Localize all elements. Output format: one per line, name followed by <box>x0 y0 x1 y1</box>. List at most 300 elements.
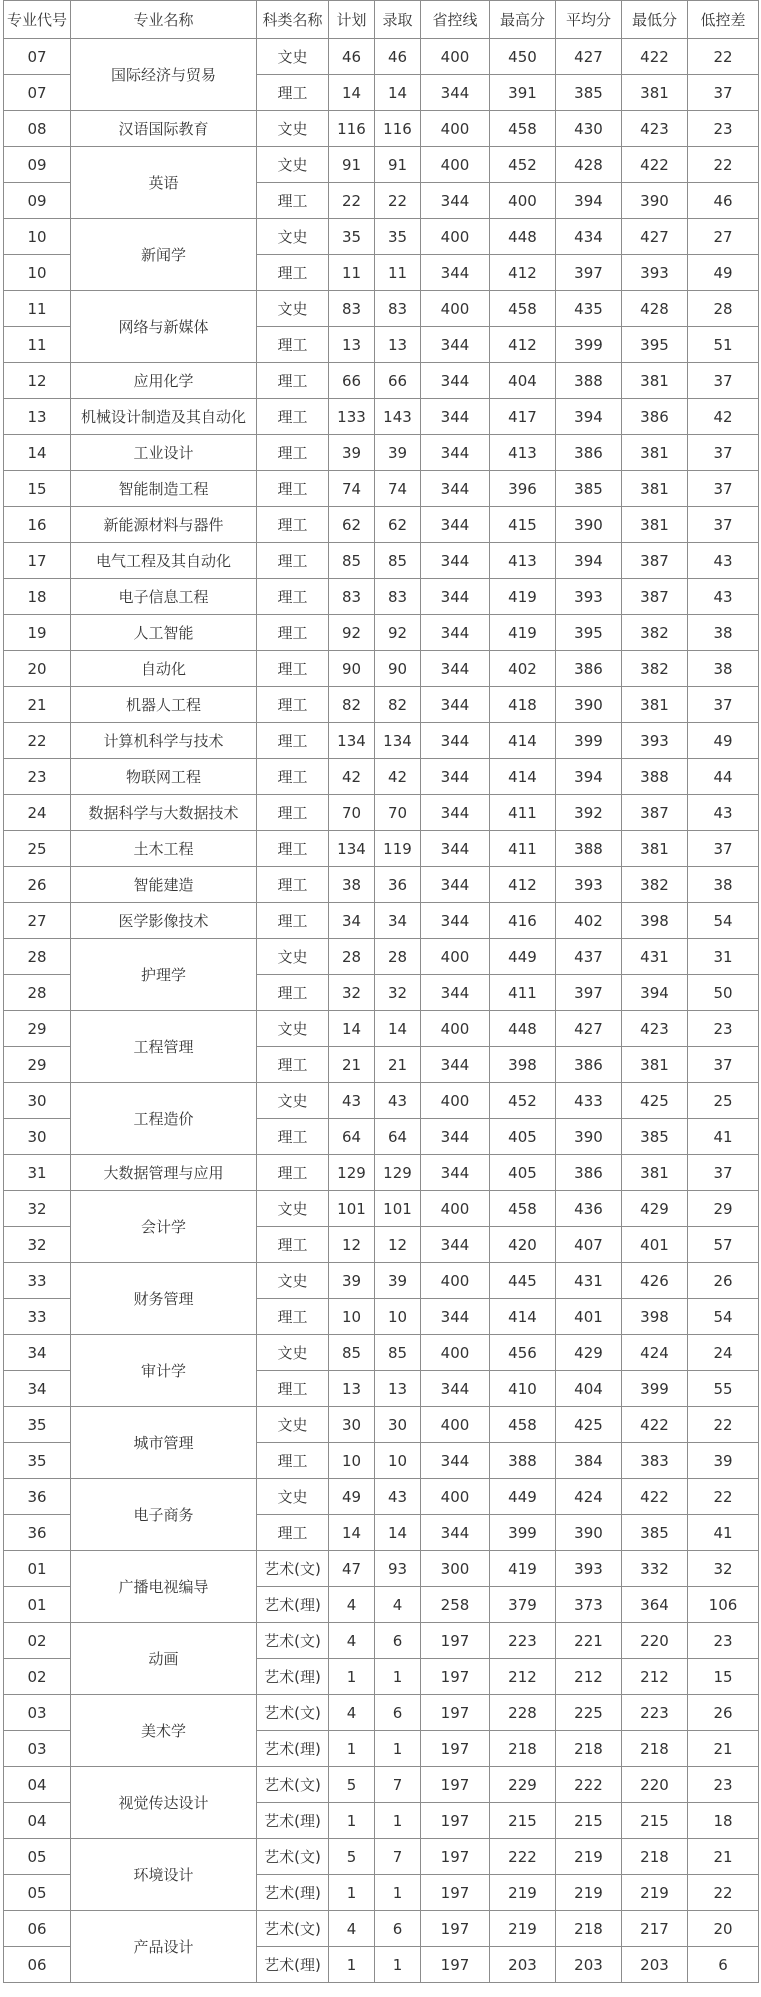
min-score: 223 <box>622 1695 688 1731</box>
table-row <box>4 867 759 903</box>
control-line: 344 <box>421 507 490 543</box>
diff-score: 29 <box>688 1191 759 1227</box>
plan-count: 74 <box>329 471 375 507</box>
plan-count: 4 <box>329 1695 375 1731</box>
major-name: 产品设计 <box>71 1911 257 1983</box>
header-control-line: 省控线 <box>421 1 490 39</box>
major-code: 05 <box>4 1839 71 1875</box>
avg-score: 393 <box>556 579 622 615</box>
admitted-count: 1 <box>375 1731 421 1767</box>
major-name: 物联网工程 <box>71 759 257 795</box>
avg-score: 386 <box>556 1155 622 1191</box>
table-row <box>4 1011 759 1047</box>
max-score: 417 <box>490 399 556 435</box>
avg-score: 373 <box>556 1587 622 1623</box>
control-line: 344 <box>421 1047 490 1083</box>
table-row <box>4 435 759 471</box>
diff-score: 20 <box>688 1911 759 1947</box>
max-score: 399 <box>490 1515 556 1551</box>
header-max-score: 最高分 <box>490 1 556 39</box>
admitted-count: 39 <box>375 1263 421 1299</box>
avg-score: 435 <box>556 291 622 327</box>
control-line: 344 <box>421 903 490 939</box>
major-name: 工程造价 <box>71 1083 257 1155</box>
category: 理工 <box>257 543 329 579</box>
major-code: 32 <box>4 1227 71 1263</box>
min-score: 394 <box>622 975 688 1011</box>
diff-score: 38 <box>688 615 759 651</box>
table-row <box>4 39 759 75</box>
control-line: 197 <box>421 1623 490 1659</box>
diff-score: 26 <box>688 1263 759 1299</box>
admitted-count: 35 <box>375 219 421 255</box>
min-score: 423 <box>622 111 688 147</box>
diff-score: 22 <box>688 39 759 75</box>
avg-score: 219 <box>556 1875 622 1911</box>
diff-score: 25 <box>688 1083 759 1119</box>
major-code: 16 <box>4 507 71 543</box>
control-line: 344 <box>421 831 490 867</box>
major-code: 21 <box>4 687 71 723</box>
admitted-count: 10 <box>375 1299 421 1335</box>
control-line: 400 <box>421 939 490 975</box>
diff-score: 24 <box>688 1335 759 1371</box>
plan-count: 62 <box>329 507 375 543</box>
diff-score: 43 <box>688 795 759 831</box>
min-score: 387 <box>622 543 688 579</box>
max-score: 219 <box>490 1875 556 1911</box>
diff-score: 41 <box>688 1515 759 1551</box>
category: 文史 <box>257 1011 329 1047</box>
control-line: 400 <box>421 1407 490 1443</box>
control-line: 400 <box>421 1083 490 1119</box>
major-code: 27 <box>4 903 71 939</box>
category: 文史 <box>257 1407 329 1443</box>
category: 艺术(理) <box>257 1875 329 1911</box>
category: 理工 <box>257 903 329 939</box>
diff-score: 44 <box>688 759 759 795</box>
min-score: 381 <box>622 363 688 399</box>
diff-score: 21 <box>688 1839 759 1875</box>
max-score: 419 <box>490 1551 556 1587</box>
diff-score: 18 <box>688 1803 759 1839</box>
control-line: 344 <box>421 723 490 759</box>
diff-score: 32 <box>688 1551 759 1587</box>
plan-count: 133 <box>329 399 375 435</box>
major-name: 美术学 <box>71 1695 257 1767</box>
diff-score: 51 <box>688 327 759 363</box>
avg-score: 399 <box>556 723 622 759</box>
min-score: 422 <box>622 1407 688 1443</box>
admitted-count: 22 <box>375 183 421 219</box>
category: 艺术(理) <box>257 1947 329 1983</box>
avg-score: 221 <box>556 1623 622 1659</box>
max-score: 456 <box>490 1335 556 1371</box>
min-score: 422 <box>622 39 688 75</box>
min-score: 381 <box>622 471 688 507</box>
major-code: 24 <box>4 795 71 831</box>
header-major-code: 专业代号 <box>4 1 71 39</box>
max-score: 414 <box>490 1299 556 1335</box>
diff-score: 23 <box>688 111 759 147</box>
category: 文史 <box>257 1191 329 1227</box>
category: 理工 <box>257 471 329 507</box>
major-code: 35 <box>4 1407 71 1443</box>
table-row <box>4 471 759 507</box>
major-code: 23 <box>4 759 71 795</box>
min-score: 431 <box>622 939 688 975</box>
major-code: 33 <box>4 1263 71 1299</box>
admitted-count: 21 <box>375 1047 421 1083</box>
admitted-count: 92 <box>375 615 421 651</box>
table-row <box>4 723 759 759</box>
avg-score: 385 <box>556 75 622 111</box>
table-row <box>4 651 759 687</box>
header-min-score: 最低分 <box>622 1 688 39</box>
control-line: 344 <box>421 1227 490 1263</box>
admitted-count: 7 <box>375 1767 421 1803</box>
admitted-count: 91 <box>375 147 421 183</box>
plan-count: 5 <box>329 1767 375 1803</box>
min-score: 427 <box>622 219 688 255</box>
table-row <box>4 1191 759 1227</box>
category: 理工 <box>257 795 329 831</box>
max-score: 450 <box>490 39 556 75</box>
avg-score: 436 <box>556 1191 622 1227</box>
diff-score: 37 <box>688 75 759 111</box>
category: 理工 <box>257 507 329 543</box>
control-line: 400 <box>421 1479 490 1515</box>
major-name: 城市管理 <box>71 1407 257 1479</box>
header-avg-score: 平均分 <box>556 1 622 39</box>
max-score: 414 <box>490 759 556 795</box>
max-score: 411 <box>490 975 556 1011</box>
diff-score: 54 <box>688 903 759 939</box>
table-row <box>4 759 759 795</box>
min-score: 387 <box>622 795 688 831</box>
plan-count: 83 <box>329 291 375 327</box>
major-code: 02 <box>4 1659 71 1695</box>
major-name: 汉语国际教育 <box>71 111 257 147</box>
plan-count: 14 <box>329 75 375 111</box>
control-line: 344 <box>421 615 490 651</box>
admitted-count: 43 <box>375 1083 421 1119</box>
min-score: 218 <box>622 1731 688 1767</box>
table-row <box>4 1767 759 1803</box>
admitted-count: 83 <box>375 579 421 615</box>
admitted-count: 134 <box>375 723 421 759</box>
major-code: 35 <box>4 1443 71 1479</box>
major-name: 智能制造工程 <box>71 471 257 507</box>
diff-score: 22 <box>688 1875 759 1911</box>
plan-count: 66 <box>329 363 375 399</box>
max-score: 411 <box>490 795 556 831</box>
major-code: 03 <box>4 1731 71 1767</box>
category: 文史 <box>257 1479 329 1515</box>
major-code: 08 <box>4 111 71 147</box>
avg-score: 212 <box>556 1659 622 1695</box>
plan-count: 21 <box>329 1047 375 1083</box>
admitted-count: 1 <box>375 1875 421 1911</box>
max-score: 219 <box>490 1911 556 1947</box>
max-score: 410 <box>490 1371 556 1407</box>
table-row <box>4 795 759 831</box>
max-score: 458 <box>490 1191 556 1227</box>
category: 理工 <box>257 651 329 687</box>
major-code: 22 <box>4 723 71 759</box>
min-score: 381 <box>622 75 688 111</box>
table-row <box>4 1155 759 1191</box>
control-line: 258 <box>421 1587 490 1623</box>
control-line: 197 <box>421 1839 490 1875</box>
admitted-count: 43 <box>375 1479 421 1515</box>
diff-score: 23 <box>688 1011 759 1047</box>
major-name: 视觉传达设计 <box>71 1767 257 1839</box>
control-line: 344 <box>421 1371 490 1407</box>
avg-score: 386 <box>556 651 622 687</box>
table-row <box>4 1083 759 1119</box>
table-row <box>4 1839 759 1875</box>
major-name: 新闻学 <box>71 219 257 291</box>
diff-score: 37 <box>688 363 759 399</box>
header-diff: 低控差 <box>688 1 759 39</box>
diff-score: 23 <box>688 1623 759 1659</box>
category: 理工 <box>257 723 329 759</box>
major-code: 07 <box>4 75 71 111</box>
major-name: 环境设计 <box>71 1839 257 1911</box>
major-code: 30 <box>4 1083 71 1119</box>
control-line: 344 <box>421 363 490 399</box>
major-code: 11 <box>4 291 71 327</box>
major-code: 03 <box>4 1695 71 1731</box>
category: 艺术(理) <box>257 1587 329 1623</box>
max-score: 396 <box>490 471 556 507</box>
major-code: 18 <box>4 579 71 615</box>
min-score: 423 <box>622 1011 688 1047</box>
control-line: 400 <box>421 291 490 327</box>
control-line: 344 <box>421 975 490 1011</box>
category: 文史 <box>257 111 329 147</box>
diff-score: 57 <box>688 1227 759 1263</box>
category: 艺术(文) <box>257 1911 329 1947</box>
avg-score: 384 <box>556 1443 622 1479</box>
avg-score: 394 <box>556 543 622 579</box>
table-row <box>4 579 759 615</box>
major-code: 28 <box>4 939 71 975</box>
header-admitted: 录取 <box>375 1 421 39</box>
min-score: 382 <box>622 615 688 651</box>
category: 艺术(文) <box>257 1839 329 1875</box>
admitted-count: 7 <box>375 1839 421 1875</box>
category: 文史 <box>257 939 329 975</box>
major-name: 电子信息工程 <box>71 579 257 615</box>
plan-count: 5 <box>329 1839 375 1875</box>
admitted-count: 6 <box>375 1911 421 1947</box>
admitted-count: 11 <box>375 255 421 291</box>
min-score: 220 <box>622 1623 688 1659</box>
diff-score: 37 <box>688 435 759 471</box>
max-score: 412 <box>490 255 556 291</box>
diff-score: 42 <box>688 399 759 435</box>
min-score: 332 <box>622 1551 688 1587</box>
major-code: 01 <box>4 1551 71 1587</box>
table-row <box>4 939 759 975</box>
category: 文史 <box>257 219 329 255</box>
major-code: 11 <box>4 327 71 363</box>
category: 艺术(文) <box>257 1623 329 1659</box>
diff-score: 23 <box>688 1767 759 1803</box>
max-score: 413 <box>490 543 556 579</box>
min-score: 364 <box>622 1587 688 1623</box>
admitted-count: 6 <box>375 1695 421 1731</box>
major-name: 工业设计 <box>71 435 257 471</box>
diff-score: 55 <box>688 1371 759 1407</box>
admitted-count: 90 <box>375 651 421 687</box>
major-code: 15 <box>4 471 71 507</box>
plan-count: 101 <box>329 1191 375 1227</box>
plan-count: 85 <box>329 543 375 579</box>
plan-count: 129 <box>329 1155 375 1191</box>
min-score: 215 <box>622 1803 688 1839</box>
major-name: 国际经济与贸易 <box>71 39 257 111</box>
major-name: 电子商务 <box>71 1479 257 1551</box>
control-line: 344 <box>421 255 490 291</box>
avg-score: 385 <box>556 471 622 507</box>
max-score: 411 <box>490 831 556 867</box>
avg-score: 386 <box>556 435 622 471</box>
admitted-count: 32 <box>375 975 421 1011</box>
admitted-count: 1 <box>375 1659 421 1695</box>
plan-count: 47 <box>329 1551 375 1587</box>
max-score: 452 <box>490 147 556 183</box>
avg-score: 431 <box>556 1263 622 1299</box>
control-line: 400 <box>421 111 490 147</box>
max-score: 418 <box>490 687 556 723</box>
diff-score: 21 <box>688 1731 759 1767</box>
major-code: 29 <box>4 1011 71 1047</box>
avg-score: 394 <box>556 183 622 219</box>
plan-count: 34 <box>329 903 375 939</box>
max-score: 458 <box>490 1407 556 1443</box>
max-score: 404 <box>490 363 556 399</box>
avg-score: 434 <box>556 219 622 255</box>
min-score: 381 <box>622 507 688 543</box>
table-row <box>4 615 759 651</box>
category: 文史 <box>257 147 329 183</box>
min-score: 381 <box>622 831 688 867</box>
plan-count: 38 <box>329 867 375 903</box>
avg-score: 392 <box>556 795 622 831</box>
admitted-count: 28 <box>375 939 421 975</box>
table-row <box>4 1695 759 1731</box>
control-line: 344 <box>421 1299 490 1335</box>
major-code: 06 <box>4 1911 71 1947</box>
category: 理工 <box>257 615 329 651</box>
control-line: 400 <box>421 147 490 183</box>
major-code: 07 <box>4 39 71 75</box>
plan-count: 10 <box>329 1443 375 1479</box>
plan-count: 134 <box>329 831 375 867</box>
category: 文史 <box>257 1083 329 1119</box>
category: 理工 <box>257 867 329 903</box>
table-row <box>4 291 759 327</box>
category: 艺术(理) <box>257 1731 329 1767</box>
plan-count: 12 <box>329 1227 375 1263</box>
min-score: 381 <box>622 1047 688 1083</box>
max-score: 223 <box>490 1623 556 1659</box>
admitted-count: 13 <box>375 327 421 363</box>
category: 文史 <box>257 1263 329 1299</box>
diff-score: 37 <box>688 471 759 507</box>
category: 理工 <box>257 363 329 399</box>
admitted-count: 101 <box>375 1191 421 1227</box>
category: 理工 <box>257 579 329 615</box>
min-score: 393 <box>622 255 688 291</box>
admitted-count: 82 <box>375 687 421 723</box>
table-row <box>4 543 759 579</box>
avg-score: 218 <box>556 1731 622 1767</box>
min-score: 386 <box>622 399 688 435</box>
max-score: 398 <box>490 1047 556 1083</box>
header-plan: 计划 <box>329 1 375 39</box>
category: 理工 <box>257 831 329 867</box>
avg-score: 203 <box>556 1947 622 1983</box>
major-code: 01 <box>4 1587 71 1623</box>
control-line: 344 <box>421 327 490 363</box>
plan-count: 91 <box>329 147 375 183</box>
control-line: 400 <box>421 1335 490 1371</box>
avg-score: 401 <box>556 1299 622 1335</box>
control-line: 344 <box>421 867 490 903</box>
avg-score: 437 <box>556 939 622 975</box>
major-name: 广播电视编导 <box>71 1551 257 1623</box>
control-line: 300 <box>421 1551 490 1587</box>
admitted-count: 70 <box>375 795 421 831</box>
max-score: 379 <box>490 1587 556 1623</box>
plan-count: 1 <box>329 1875 375 1911</box>
min-score: 381 <box>622 435 688 471</box>
diff-score: 46 <box>688 183 759 219</box>
plan-count: 92 <box>329 615 375 651</box>
major-name: 大数据管理与应用 <box>71 1155 257 1191</box>
min-score: 388 <box>622 759 688 795</box>
diff-score: 37 <box>688 1047 759 1083</box>
control-line: 400 <box>421 1263 490 1299</box>
major-name: 护理学 <box>71 939 257 1011</box>
min-score: 203 <box>622 1947 688 1983</box>
diff-score: 106 <box>688 1587 759 1623</box>
diff-score: 27 <box>688 219 759 255</box>
avg-score: 429 <box>556 1335 622 1371</box>
table-row <box>4 1263 759 1299</box>
control-line: 344 <box>421 1119 490 1155</box>
diff-score: 22 <box>688 1407 759 1443</box>
max-score: 400 <box>490 183 556 219</box>
major-name: 工程管理 <box>71 1011 257 1083</box>
category: 文史 <box>257 39 329 75</box>
min-score: 422 <box>622 1479 688 1515</box>
max-score: 402 <box>490 651 556 687</box>
avg-score: 427 <box>556 1011 622 1047</box>
avg-score: 402 <box>556 903 622 939</box>
max-score: 420 <box>490 1227 556 1263</box>
major-name: 自动化 <box>71 651 257 687</box>
min-score: 426 <box>622 1263 688 1299</box>
major-code: 14 <box>4 435 71 471</box>
plan-count: 14 <box>329 1515 375 1551</box>
major-name: 英语 <box>71 147 257 219</box>
control-line: 344 <box>421 1515 490 1551</box>
